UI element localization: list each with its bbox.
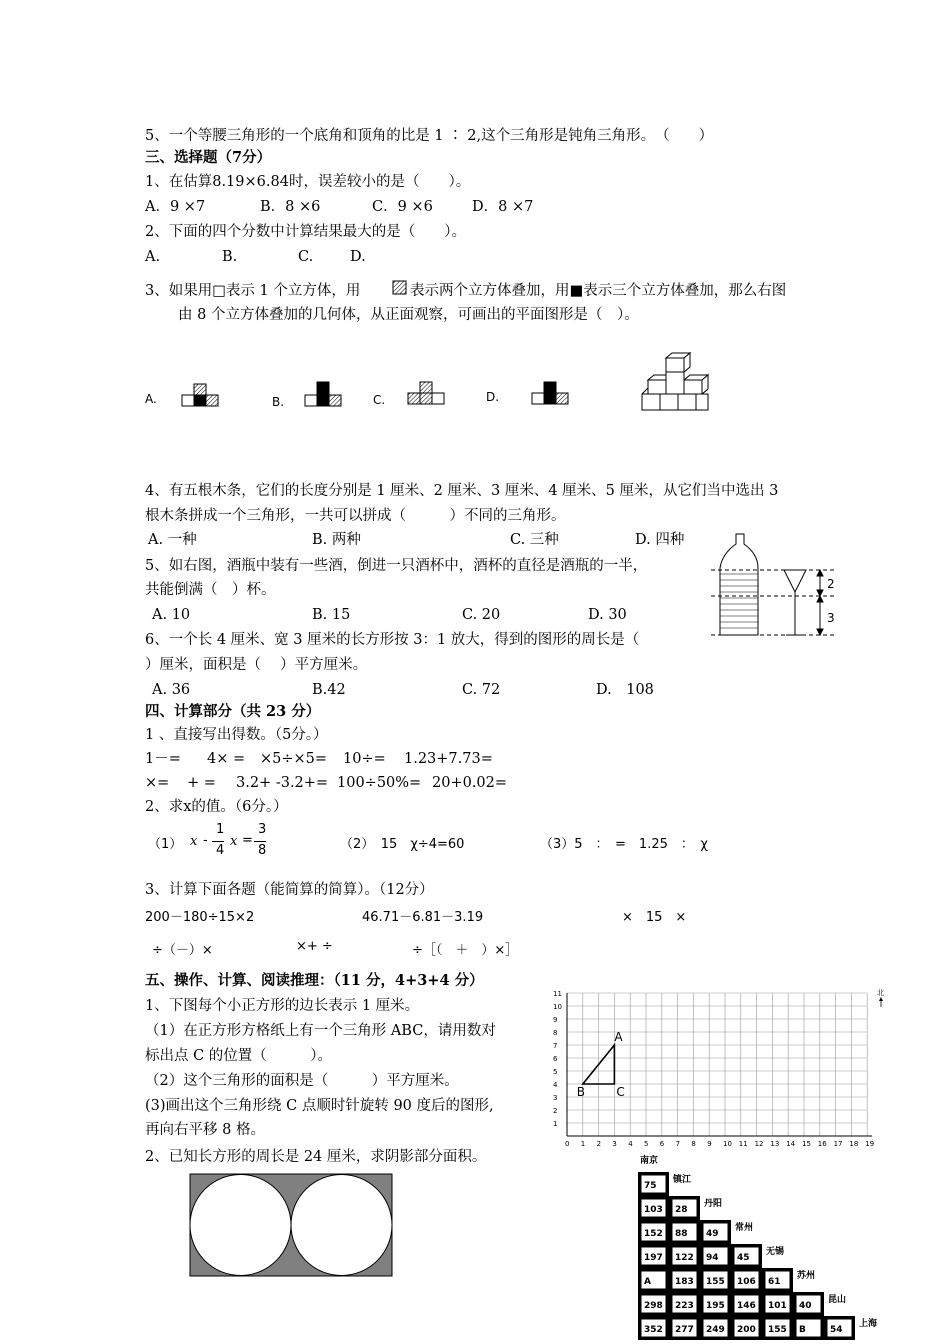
s4-q3-r1-c2: 46.71－6.81－3.19 <box>362 910 484 925</box>
s3-q3-line2: 由 8 个立方体叠加的几何体，从正面观察，可画出的平面图形是（ ）。 <box>178 307 639 323</box>
s3-q1-option-c: C．9 ×6 <box>372 199 433 215</box>
bottle-label-2: 2 <box>827 577 835 591</box>
s4-q1-r1-c2: 4× = <box>207 751 246 767</box>
s3-q2-text: 2、下面的四个分数中计算结果最大的是（ ）。 <box>145 224 466 240</box>
distance-cell: 298 <box>644 1301 663 1311</box>
s4-q2-text: 2、求x的值。（6分。） <box>145 799 288 815</box>
s4-q1-r2-c5: 20+0.02= <box>432 775 508 791</box>
s3-q3-options-figure <box>140 370 860 420</box>
x-tick-label: 7 <box>675 1140 681 1148</box>
s3-q4-option-c: C. 三种 <box>510 532 559 548</box>
x-tick-label: 19 <box>865 1140 875 1148</box>
x-tick-label: 18 <box>849 1140 859 1148</box>
s4-q1-r1-c4: 10÷= <box>343 751 386 767</box>
distance-cell: 94 <box>706 1253 719 1263</box>
s4-q2-equation-3: （3）5 ： = 1.25 ： χ <box>540 837 708 852</box>
s4-q3-r2-c1: ÷（－）× <box>152 943 213 958</box>
s4-q3-r2-c3: ÷［（ ＋ ）×］ <box>412 943 519 958</box>
s3-q6-option-d: D. 108 <box>596 682 654 698</box>
hatched-square-icon <box>392 280 408 296</box>
s3-q6-line1: 6、一个长 4 厘米、宽 3 厘米的长方形按 3：1 放大，得到的图形的周长是（ <box>145 632 640 648</box>
s3-q3-option-c: C. <box>373 393 386 407</box>
s3-q5-option-c: C. 20 <box>462 607 501 623</box>
s3-q1-option-a: A．9 ×7 <box>145 199 206 215</box>
s3-q5-line2: 共能倒满（ ）杯。 <box>145 582 276 598</box>
city-label: 苏州 <box>797 1271 816 1281</box>
distance-cell: 54 <box>830 1325 843 1335</box>
s4-q1-r1-c3: ×5÷×5= <box>260 751 328 767</box>
s4-q3-r2-c2: ×+ ÷ <box>296 939 333 954</box>
section-4-title: 四、计算部分（共 23 分） <box>145 703 321 720</box>
s5-q1-sub2: （2）这个三角形的面积是（ ）平方厘米。 <box>145 1073 459 1089</box>
s3-q1-option-b: B．8 ×6 <box>260 199 321 215</box>
distance-cell: 352 <box>644 1325 663 1335</box>
x-tick-label: 0 <box>565 1140 570 1148</box>
distance-cell: 200 <box>737 1325 756 1335</box>
distance-cell: 61 <box>768 1277 781 1287</box>
s5-q1-sub3a: (3)画出这个三角形绕 C 点顺时针旋转 90 度后的图形, <box>145 1098 494 1114</box>
city-label: 南京 <box>640 1156 659 1166</box>
s3-q4-option-d: D. 四种 <box>635 532 685 548</box>
x-tick-label: 1 <box>580 1140 586 1148</box>
s4-q3-r1-c3: × 15 × <box>622 910 687 925</box>
s3-q5-option-b: B. 15 <box>312 607 351 623</box>
s5-q1-sub1b: 标出点 C 的位置（ ）。 <box>145 1048 333 1064</box>
section-5-title: 五、操作、计算、阅读推理：（11 分，4+3+4 分） <box>145 972 484 989</box>
distance-cell: 103 <box>644 1205 663 1215</box>
north-label: 北 <box>877 989 884 997</box>
city-label: 无锡 <box>766 1247 785 1257</box>
s3-q5-line1: 5、如右图，酒瓶中装有一些酒，倒进一只酒杯中，酒杯的直径是酒瓶的一半， <box>145 558 648 574</box>
distance-cell: 146 <box>737 1301 756 1311</box>
city-label: 丹阳 <box>704 1199 723 1209</box>
s3-q2-option-c: C. <box>298 249 314 265</box>
distance-cell: 45 <box>737 1253 750 1263</box>
s3-q2-option-d: D. <box>350 249 366 265</box>
distance-cell: 88 <box>675 1229 688 1239</box>
distance-cell: 155 <box>706 1277 725 1287</box>
y-tick-label: 11 <box>553 990 562 998</box>
distance-cell: 277 <box>675 1325 694 1335</box>
y-tick-label: 7 <box>553 1042 558 1050</box>
distance-cell: 122 <box>675 1253 694 1263</box>
s4-q2-equation-2: （2） 15 χ÷4=60 <box>340 837 465 852</box>
distance-cell: 155 <box>768 1325 787 1335</box>
city-label: 镇江 <box>673 1175 692 1185</box>
city-label: 上海 <box>859 1319 878 1329</box>
s4-q1-text: 1 、直接写出得数。（5分。） <box>145 727 328 743</box>
x-tick-label: 17 <box>833 1140 843 1148</box>
distance-cell: 197 <box>644 1253 663 1263</box>
s4-q3-r1-c1: 200－180÷15×2 <box>145 910 255 925</box>
s5-q1-text: 1、下图每个小正方形的边长表示 1 厘米。 <box>145 998 420 1014</box>
x-tick-label: 16 <box>817 1140 827 1148</box>
x-tick-label: 2 <box>596 1140 602 1148</box>
s3-q2-option-b: B. <box>222 249 238 265</box>
s4-q1-r2-c2: + = <box>187 775 216 791</box>
x-tick-label: 3 <box>612 1140 617 1148</box>
s4-q1-r2-c4: 100÷50%= <box>337 775 422 791</box>
y-tick-label: 1 <box>553 1120 558 1128</box>
s3-q3-option-d: D. <box>486 390 500 404</box>
distance-cell: 75 <box>644 1181 657 1191</box>
distance-cell: 49 <box>706 1229 719 1239</box>
distance-cell: A <box>644 1277 651 1287</box>
distance-cell: 152 <box>644 1229 663 1239</box>
y-tick-label: 8 <box>553 1029 558 1037</box>
s3-q6-line2: ）厘米，面积是（ ）平方厘米。 <box>145 657 368 673</box>
s3-q1-option-d: D．8 ×7 <box>472 199 534 215</box>
s4-q1-r1-c5: 1.23+7.73= <box>404 751 493 767</box>
s4-q1-r2-c1: ×= <box>145 775 170 791</box>
x-tick-label: 10 <box>723 1140 732 1148</box>
s4-q1-r1-c1: 1－= <box>145 751 181 767</box>
distance-cell: 249 <box>706 1325 725 1335</box>
point-label-c: C <box>616 1085 625 1099</box>
s3-q4-line1: 4、有五根木条，它们的长度分别是 1 厘米、2 厘米、3 厘米、4 厘米、5 厘米，从它们当中选出 3 <box>145 483 779 499</box>
distance-cell: 28 <box>675 1205 688 1215</box>
s5-q2-text: 2、已知长方形的周长是 24 厘米，求阴影部分面积。 <box>145 1149 487 1165</box>
y-tick-label: 6 <box>553 1055 558 1063</box>
x-tick-label: 13 <box>770 1140 780 1148</box>
rectangle-two-circles <box>188 1172 396 1280</box>
y-tick-label: 10 <box>553 1003 562 1011</box>
s3-q5-option-d: D. 30 <box>588 607 627 623</box>
city-label: 常州 <box>735 1223 754 1233</box>
y-tick-label: 2 <box>553 1107 558 1115</box>
s3-q3-line1b: 表示两个立方体叠加，用■表示三个立方体叠加，那么右图 <box>410 283 787 299</box>
y-tick-label: 4 <box>553 1081 558 1089</box>
s3-q4-option-a: A. 一种 <box>148 532 197 548</box>
y-tick-label: 5 <box>553 1068 558 1076</box>
bottle-glass-figure <box>706 530 846 640</box>
x-tick-label: 11 <box>738 1140 748 1148</box>
s3-q5-option-a: A. 10 <box>152 607 191 623</box>
distance-cell: 195 <box>706 1301 725 1311</box>
s4-q1-r2-c3: 3.2+ -3.2+= <box>236 775 329 791</box>
s3-q3-option-b: B. <box>272 395 285 409</box>
bottle-label-3: 3 <box>827 611 835 625</box>
x-tick-label: 14 <box>786 1140 796 1148</box>
s3-q3-line1a: 3、如果用□表示 1 个立方体，用 <box>145 283 361 299</box>
x-tick-label: 5 <box>644 1140 649 1148</box>
distance-cell: 101 <box>768 1301 787 1311</box>
x-tick-label: 15 <box>802 1140 811 1148</box>
tf-question-5: 5、一个等腰三角形的一个底角和顶角的比是 1 ∶ 2,这个三角形是钝角三角形。 （ ） <box>145 128 714 144</box>
s3-q2-option-a: A. <box>145 249 161 265</box>
s3-q6-option-b: B.42 <box>312 682 346 698</box>
distance-cell: 106 <box>737 1277 756 1287</box>
stacked-cubes-figure <box>640 350 715 415</box>
s3-q6-option-a: A. 36 <box>152 682 191 698</box>
distance-cell: 223 <box>675 1301 694 1311</box>
x-tick-label: 12 <box>754 1140 764 1148</box>
s3-q3-option-a: A. <box>145 392 157 406</box>
x-tick-label: 9 <box>707 1140 712 1148</box>
s5-q1-sub3b: 再向右平移 8 格。 <box>145 1122 265 1138</box>
x-tick-label: 6 <box>659 1140 665 1148</box>
y-tick-label: 3 <box>553 1094 558 1102</box>
distance-cell: 40 <box>799 1301 812 1311</box>
point-label-b: B <box>576 1085 586 1099</box>
s5-q1-sub1a: （1）在正方形方格纸上有一个三角形 ABC，请用数对 <box>145 1023 496 1039</box>
distance-cell: B <box>799 1325 806 1335</box>
point-label-a: A <box>614 1030 623 1044</box>
city-label: 昆山 <box>828 1295 847 1305</box>
section-3-title: 三、选择题（7分） <box>145 149 272 166</box>
s3-q4-option-b: B. 两种 <box>312 532 361 548</box>
distance-table <box>630 1150 892 1344</box>
y-tick-label: 9 <box>553 1016 558 1024</box>
s3-q4-line2: 根木条拼成一个三角形，一共可以拼成（ ）不同的三角形。 <box>145 508 566 524</box>
x-tick-label: 4 <box>628 1140 633 1148</box>
s3-q6-option-c: C. 72 <box>462 682 501 698</box>
s3-q1-text: 1、在估算8.19×6.84时，误差较小的是（ ）。 <box>145 174 471 190</box>
distance-cell: 183 <box>675 1277 694 1287</box>
s4-q3-text: 3、计算下面各题（能简算的简算）。（12分） <box>145 882 434 898</box>
coordinate-grid <box>545 985 890 1150</box>
x-tick-label: 8 <box>691 1140 696 1148</box>
